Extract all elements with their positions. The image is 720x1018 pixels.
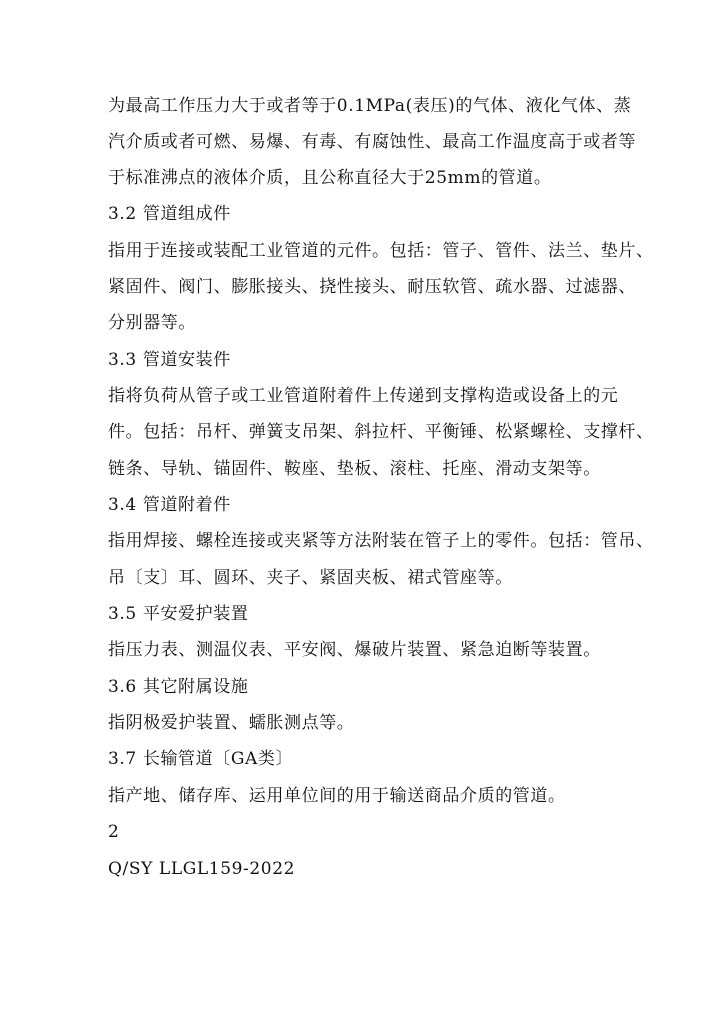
text-line: 于标准沸点的液体介质，且公称直径大于25mm的管道。: [108, 168, 552, 188]
section-heading-3-3: 3.3 管道安装件: [108, 350, 231, 370]
text-line: 指产地、储存库、运用单位间的用于输送商品介质的管道。: [108, 786, 566, 806]
section-heading-3-6: 3.6 其它附属设施: [108, 677, 249, 697]
text-line: 指压力表、测温仪表、平安阀、爆破片装置、紧急迫断等装置。: [108, 640, 601, 660]
section-heading-3-5: 3.5 平安爱护装置: [108, 604, 249, 624]
section-heading-3-7: 3.7 长输管道〔GA类〕: [108, 749, 294, 769]
text-line: 分别器等。: [108, 313, 196, 333]
text-line: 件。包括：吊杆、弹簧支吊架、斜拉杆、平衡锤、松紧螺栓、支撑杆、: [108, 422, 654, 442]
text-line: 指用于连接或装配工业管道的元件。包括：管子、管件、法兰、垫片、: [108, 241, 654, 261]
text-line: 紧固件、阀门、膨胀接头、挠性接头、耐压软管、疏水器、过滤器、: [108, 277, 636, 297]
text-line: 为最高工作压力大于或者等于0.1MPa(表压)的气体、液化气体、蒸: [108, 96, 632, 116]
page-number: 2: [108, 822, 120, 842]
text-line: 指将负荷从管子或工业管道附着件上传递到支撑构造或设备上的元: [108, 386, 619, 406]
text-line: 指用焊接、螺栓连接或夹紧等方法附装在管子上的零件。包括：管吊、: [108, 531, 654, 551]
text-line: 汽介质或者可燃、易爆、有毒、有腐蚀性、最高工作温度高于或者等: [108, 132, 636, 152]
section-heading-3-2: 3.2 管道组成件: [108, 204, 231, 224]
section-heading-3-4: 3.4 管道附着件: [108, 495, 231, 515]
document-code: Q/SY LLGL159-2022: [108, 859, 296, 879]
text-line: 链条、导轨、锚固件、鞍座、垫板、滚柱、托座、滑动支架等。: [108, 459, 601, 479]
text-line: 吊〔支〕耳、圆环、夹子、紧固夹板、裙式管座等。: [108, 568, 513, 588]
text-line: 指阴极爱护装置、蠕胀测点等。: [108, 713, 355, 733]
